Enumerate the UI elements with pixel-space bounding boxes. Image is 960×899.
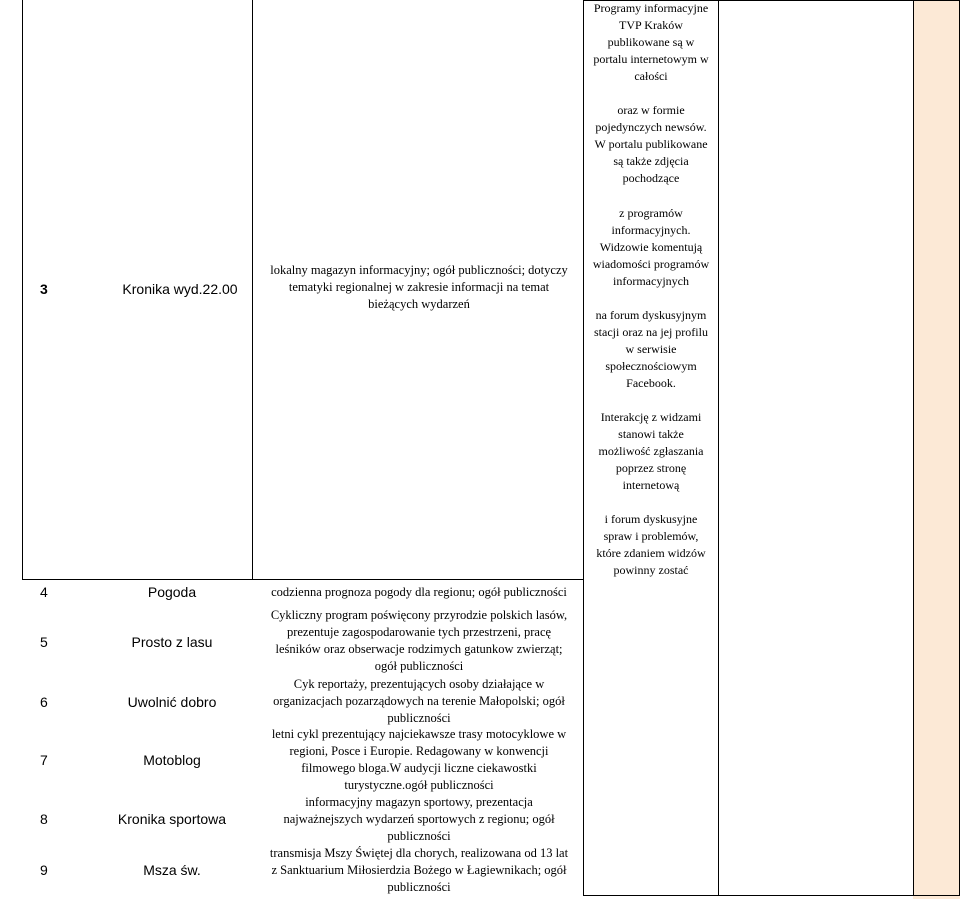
description-line: bieżących wydarzeń (368, 297, 470, 311)
description-line: leśników oraz obserwacje rodzimych gatunkow zwierząt; (275, 642, 563, 656)
program-name: Uwolnić dobro (127, 694, 217, 710)
grid-line (583, 895, 960, 896)
side-text-line: pochodzące (622, 171, 680, 185)
program-description (254, 262, 584, 313)
side-text-line: Interakcję z widzami (600, 410, 702, 424)
side-text-line: możliwość zgłaszania (598, 444, 704, 458)
side-text-line: W portalu publikowane (594, 137, 708, 151)
side-text-line: portalu internetowym w (593, 52, 709, 66)
description-line: informacyjny magazyn sportowy, prezentacja (305, 795, 533, 809)
row-number: 6 (40, 694, 48, 710)
description-line: lokalny magazyn informacyjny; ogół publiczności; dotyczy (270, 263, 568, 277)
side-text-line: informacyjnych. (611, 223, 691, 237)
side-text-line: społecznościowym (605, 359, 697, 373)
grid-line (22, 0, 23, 580)
row-number: 8 (40, 811, 48, 827)
row-number: 7 (40, 752, 48, 768)
program-description (254, 726, 584, 794)
description-line: ogół publiczności (374, 659, 464, 673)
row-number: 4 (40, 584, 48, 600)
description-line: publiczności (387, 711, 451, 725)
program-name: Prosto z lasu (131, 634, 213, 650)
grid-line (913, 0, 914, 896)
side-text-line: stanowi także (618, 427, 684, 441)
description-line: turystyczne.ogół publiczności (344, 778, 494, 792)
side-text-line: które zdaniem widzów (596, 546, 706, 560)
description-line: prezentuje zagospodarowanie tych przestrzeni, pracę (286, 625, 552, 639)
program-name: Motoblog (143, 752, 201, 768)
side-text-block (584, 0, 718, 578)
row-number: 5 (40, 634, 48, 650)
side-text-line: oraz w formie (617, 103, 685, 117)
side-text-line: powinny zostać (613, 563, 689, 577)
side-text-line: z programów (619, 206, 683, 220)
side-text-line: na forum dyskusyjnym (595, 308, 707, 322)
program-description (254, 845, 584, 896)
side-text-line: Facebook. (626, 376, 676, 390)
side-text-line: publikowane są w (607, 35, 695, 49)
side-text-line: stacji oraz na jej profilu (594, 325, 708, 339)
side-text-line: w serwisie (625, 342, 677, 356)
description-line: transmisja Mszy Świętej dla chorych, realizowana od 13 lat (269, 846, 569, 860)
side-text-line: Widzowie komentują (599, 240, 703, 254)
program-name: Msza św. (143, 862, 201, 878)
description-line: z Sanktuarium Miłosierdzia Bożego w Łagiewnikach; ogół (271, 863, 567, 877)
side-text-line: i forum dyskusyjne (604, 512, 698, 526)
program-name: Kronika wyd.22.00 (122, 281, 238, 297)
side-text-line: są także zdjęcia (613, 154, 689, 168)
row-number: 3 (40, 281, 48, 297)
side-text-line: poprzez stronę (615, 461, 687, 475)
grid-line (718, 0, 719, 896)
description-line: publiczności (387, 829, 451, 843)
side-text-line: wiadomości programów (592, 257, 710, 271)
description-line: organizacjach pozarządowych na terenie Małopolski; ogół (273, 694, 565, 708)
side-text-line: pojedynczych newsów. (595, 120, 707, 134)
row-number: 9 (40, 862, 48, 878)
program-description (254, 584, 584, 601)
description-line: filmowego bloga.W audycji liczne ciekawostki (301, 761, 537, 775)
side-text-line: informacyjnych (613, 274, 689, 288)
description-line: publiczności (387, 880, 451, 894)
description-line: codzienna prognoza pogody dla regionu; ogół publiczności (271, 585, 567, 599)
program-description (254, 676, 584, 727)
side-text-line: internetową (622, 478, 680, 492)
description-line: regioni, Posce i Europie. Redagowany w konwencji (289, 744, 549, 758)
description-line: tematyki regionalnej w zakresie informacji na temat (288, 280, 550, 294)
description-line: najważnejszych wydarzeń sportowych z regionu; ogół (283, 812, 555, 826)
description-line: Cyk reportaży, prezentujących osoby działające w (293, 677, 545, 691)
program-name: Pogoda (147, 584, 197, 600)
side-text-line: Programy informacyjne (593, 1, 709, 15)
program-description (254, 794, 584, 845)
description-line: letni cykl prezentujący najciekawsze trasy motocyklowe w (271, 727, 567, 741)
grid-line (22, 579, 583, 580)
program-name: Kronika sportowa (117, 811, 227, 827)
side-text-line: całości (634, 69, 668, 83)
side-text-line: TVP Kraków (619, 18, 683, 32)
program-description (254, 607, 584, 675)
side-text-line: spraw i problemów, (603, 529, 699, 543)
description-line: Cykliczny program poświęcony przyrodzie polskich lasów, (270, 608, 568, 622)
side-column-fill (913, 0, 960, 899)
